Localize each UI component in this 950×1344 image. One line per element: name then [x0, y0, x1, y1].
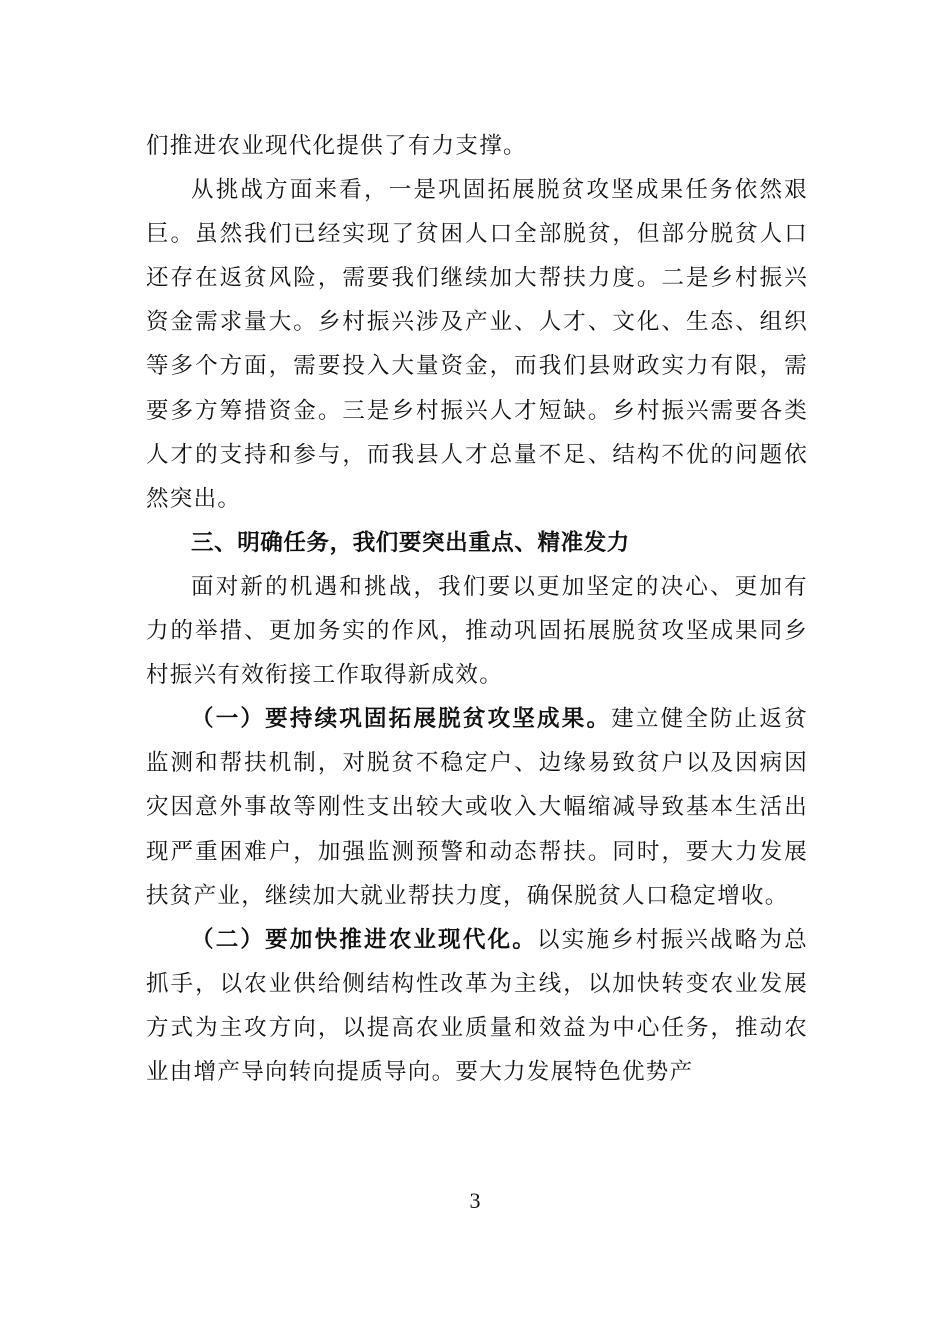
item-1-text: 建立健全防止返贫监测和帮扶机制，对脱贫不稳定户、边缘易致贫户以及因病因灾因意外事故等刚性支出较大或收入大幅缩减导致基本生活出现严重困难户，加强监测预警和动态帮扶。同时，要大力发展扶贫产业，继续加大就业帮扶力度，确保脱贫人口稳定增收。	[146, 706, 808, 909]
page-number: 3	[469, 1188, 481, 1213]
item-2-lead: （二）要加快推进农业现代化。	[191, 926, 538, 953]
item-2-text: 以实施乡村振兴战略为总抓手，以农业供给侧结构性改革为主线，以加快转变农业发展方式为主攻方向，以提高农业质量和效益为中心任务，推动农业由增产导向转向提质导向。要大力发展特色优势产	[146, 926, 808, 1085]
item-1-lead: （一）要持续巩固拓展脱贫攻坚成果。	[191, 706, 612, 733]
paragraph-item-1	[146, 697, 808, 917]
paragraph-challenges: 从挑战方面来看，一是巩固拓展脱贫攻坚成果任务依然艰巨。虽然我们已经实现了贫困人口全部脱贫，但部分脱贫人口还存在返贫风险，需要我们继续加大帮扶力度。二是乡村振兴资金需求量大。乡村振兴涉及产业、人才、文化、生态、组织等多个方面，需要投入大量资金，而我们县财政实力有限，需要多方筹措资金。三是乡村振兴人才短缺。乡村振兴需要各类人才的支持和参与，而我县人才总量不足、结构不优的问题依然突出。	[146, 177, 808, 512]
body-text	[146, 124, 808, 1094]
paragraph-item-2	[146, 918, 808, 1094]
section-heading: 三、明确任务，我们要突出重点、精准发力	[191, 529, 630, 556]
paragraph-intro: 面对新的机遇和挑战，我们要以更加坚定的决心、更加有力的举措、更加务实的作风，推动巩固拓展脱贫攻坚成果同乡村振兴有效衔接工作取得新成效。	[146, 573, 808, 689]
paragraph-continuation: 们推进农业现代化提供了有力支撑。	[146, 133, 527, 159]
